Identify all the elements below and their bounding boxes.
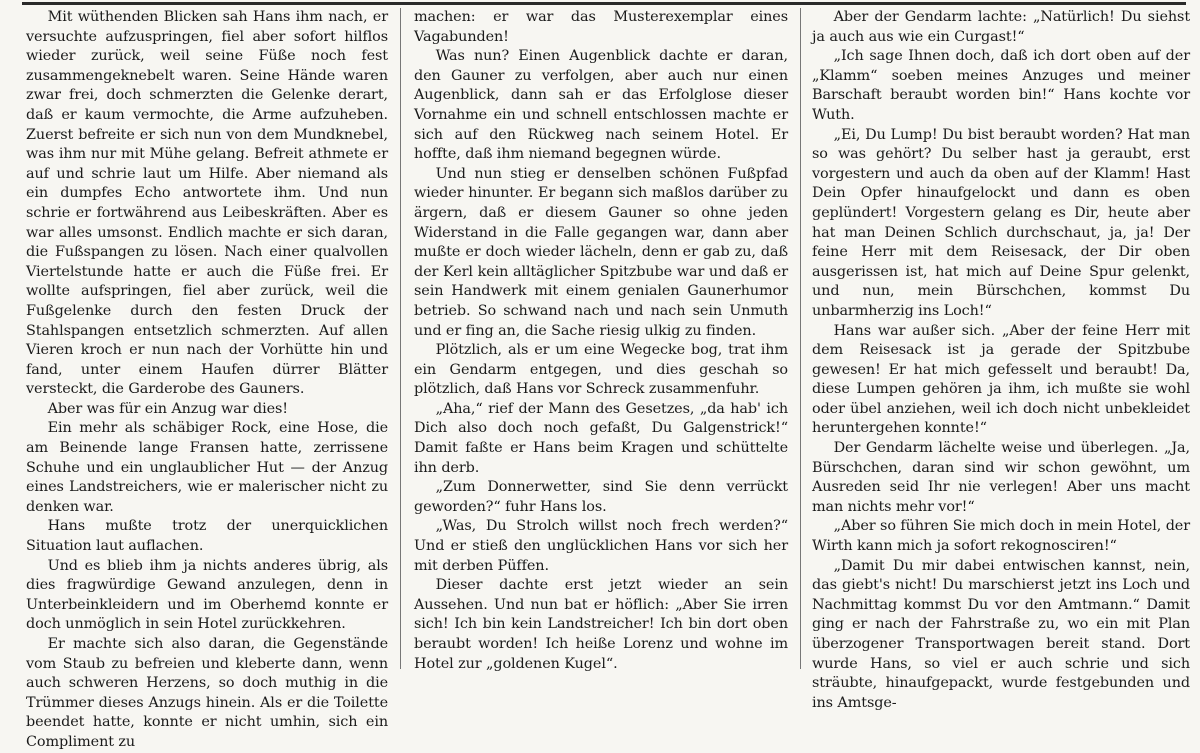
paragraph: Und nun stieg er denselben schönen Fußpfad wieder hinunter. Er begann sich maßlos darüber zu ärgern, daß er diesem Gauner so ohne jeden Widerstand in die Falle gegangen war, dann aber mußte er doch wieder lächeln, denn er gab zu, daß der Kerl kein alltäglicher Spitzbube war und daß er sein Handwerk mit einem genialen Gaunerhumor betrieb. So schwand nach und nach sein Unmuth und er fing an, die Sache riesig ulkig zu finden. <box>414 165 788 339</box>
text-column-3 <box>812 8 1190 711</box>
paragraph: Ein mehr als schäbiger Rock, eine Hose, die am Beinende lange Fransen hatte, zerrissene Schuhe und ein unglaublicher Hut — der Anzug eines Landstreichers, wie er malerischer nicht zu denken war. <box>26 420 388 515</box>
top-rule <box>22 2 1186 5</box>
paragraph: „Zum Donnerwetter, sind Sie denn verrückt geworden?“ fuhr Hans los. <box>414 479 788 515</box>
paragraph: Was nun? Einen Augenblick dachte er daran, den Gauner zu verfolgen, aber auch nur einen Augenblick, dann sah er das Erfolglose dieser Vornahme ein und schnell entschlossen machte er sich auf den Rückweg nach seinem Hotel. Er hoffte, daß ihm niemand begegnen würde. <box>414 48 788 163</box>
text-column-2 <box>414 8 788 672</box>
paragraph-continued: machen: er war das Musterexemplar eines Vagabunden! <box>414 9 788 45</box>
paragraph: Hans war außer sich. „Aber der feine Herr mit dem Reisesack ist ja gerade der Spitzbube gewesen! Er hat mich gefesselt und beraubt! Da, diese Lumpen gehören ja ihm, ich mußte sie wohl oder übel anziehen, weil ich doch nicht unbekleidet heruntergehen konnte!“ <box>812 322 1190 437</box>
paragraph: Dieser dachte erst jetzt wieder an sein Aussehen. Und nun bat er höflich: „Aber Sie irren sich! Ich bin kein Landstreicher! Ich bin dort oben beraubt worden! Ich heiße Lorenz und wohne im Hotel zur „goldenen Kugel“. <box>414 577 788 672</box>
paragraph: „Aber so führen Sie mich doch in mein Hotel, der Wirth kann mich ja sofort rekognosciren!“ <box>812 518 1190 555</box>
paragraph: Plötzlich, als er um eine Wegecke bog, trat ihm ein Gendarm entgegen, und dies geschah so plötzlich, daß Hans vor Schreck zusammenfuhr. <box>414 342 788 398</box>
paragraph: „Ei, Du Lump! Du bist beraubt worden? Hat man so was gehört? Du selber hast ja geraubt, erst vorgestern und auch da oben auf der Klamm! Hast Dein Opfer hinaufgelockt und dann es oben geplündert! Vorgestern gelang es Dir, heute aber hat man Deinen Schlich durchschaut, ja, ja! Der feine Herr mit dem Reisesack, der Dir oben ausgerissen ist, hat mich auf Deine Spur gelenkt, und nun, mein Bürschchen, kommst Du unbarmherzig ins Loch!“ <box>812 126 1190 319</box>
paragraph: „Damit Du mir dabei entwischen kannst, nein, das giebt's nicht! Du marschierst jetzt ins Loch und Nachmittag kommst Du vor den Amtmann.“ Damit ging er nach der Fahrstraße zu, wo ein mit Plan überzogener Transportwagen bereit stand. Dort wurde Hans, so viel er auch schrie und sich sträubte, hinaufgepackt, wurde festgebunden und ins Amtsge- <box>812 557 1190 711</box>
text-column-1 <box>26 8 388 750</box>
column-divider <box>400 8 401 669</box>
paragraph: „Ich sage Ihnen doch, daß ich dort oben auf der „Klamm“ soeben meines Anzuges und meiner Barschaft beraubt worden bin!“ Hans kochte vor Wuth. <box>812 48 1190 123</box>
paragraph: „Aha,“ rief der Mann des Gesetzes, „da hab' ich Dich also doch noch gefaßt, Du Galgenstrick!“ Damit faßte er Hans beim Kragen und schüttelte ihn derb. <box>414 400 788 476</box>
paragraph: Mit wüthenden Blicken sah Hans ihm nach, er versuchte aufzuspringen, fiel aber sofort hilflos wieder zurück, weil seine Füße noch fest zusammengeknebelt waren. Seine Hände waren zwar frei, doch schmerzten die Gelenke derart, daß er kaum vermochte, die Arme aufzuheben. Zuerst befreite er sich nun von dem Mundknebel, was ihm nur mit Mühe gelang. Befreit athmete er auf und schrie laut um Hilfe. Aber niemand als ein dumpfes Echo antwortete ihm. Und nun schrie er fortwährend aus Leibeskräften. Aber es war alles umsonst. Endlich machte er sich daran, die Fußspangen zu lösen. Nach einer qualvollen Viertelstunde hatte er auch die Füße frei. Er wollte aufspringen, fiel aber zurück, weil die Fußgelenke durch den festen Druck der Stahlspangen entsetzlich schmerzten. Auf allen Vieren kroch er nun nach der Vorhütte hin und fand, unter einem Haufen dürrer Blätter versteckt, die Garderobe des Gauners. <box>26 9 388 398</box>
paragraph: Hans mußte trotz der unerquicklichen Situation laut auflachen. <box>26 518 388 555</box>
paragraph: Er machte sich also daran, die Gegenstände vom Staub zu befreien und kleberte dann, wenn auch schweren Herzens, so doch muthig in die Trümmer dieses Anzugs hinein. Als er die Toilette beendet hatte, konnte er nicht umhin, sich ein Compliment zu <box>26 636 388 750</box>
paragraph: Und es blieb ihm ja nichts anderes übrig, als dies fragwürdige Gewand anzulegen, denn in Unterbeinkleidern und im Oberhemd konnte er doch unmöglich in sein Hotel zurückkehren. <box>26 557 388 633</box>
column-divider <box>800 8 801 669</box>
paragraph: Aber was für ein Anzug war dies! <box>47 400 288 417</box>
paragraph: Der Gendarm lächelte weise und überlegen. „Ja, Bürschchen, daran sind wir schon gewöhnt, um Ausreden seid Ihr nie verlegen! Aber uns macht man nichts mehr vor!“ <box>812 440 1190 515</box>
paragraph: Aber der Gendarm lachte: „Natürlich! Du siehst ja auch aus wie ein Curgast!“ <box>812 9 1190 45</box>
paragraph: „Was, Du Strolch willst noch frech werden?“ Und er stieß den unglücklichen Hans vor sich her mit derben Püffen. <box>414 518 788 574</box>
